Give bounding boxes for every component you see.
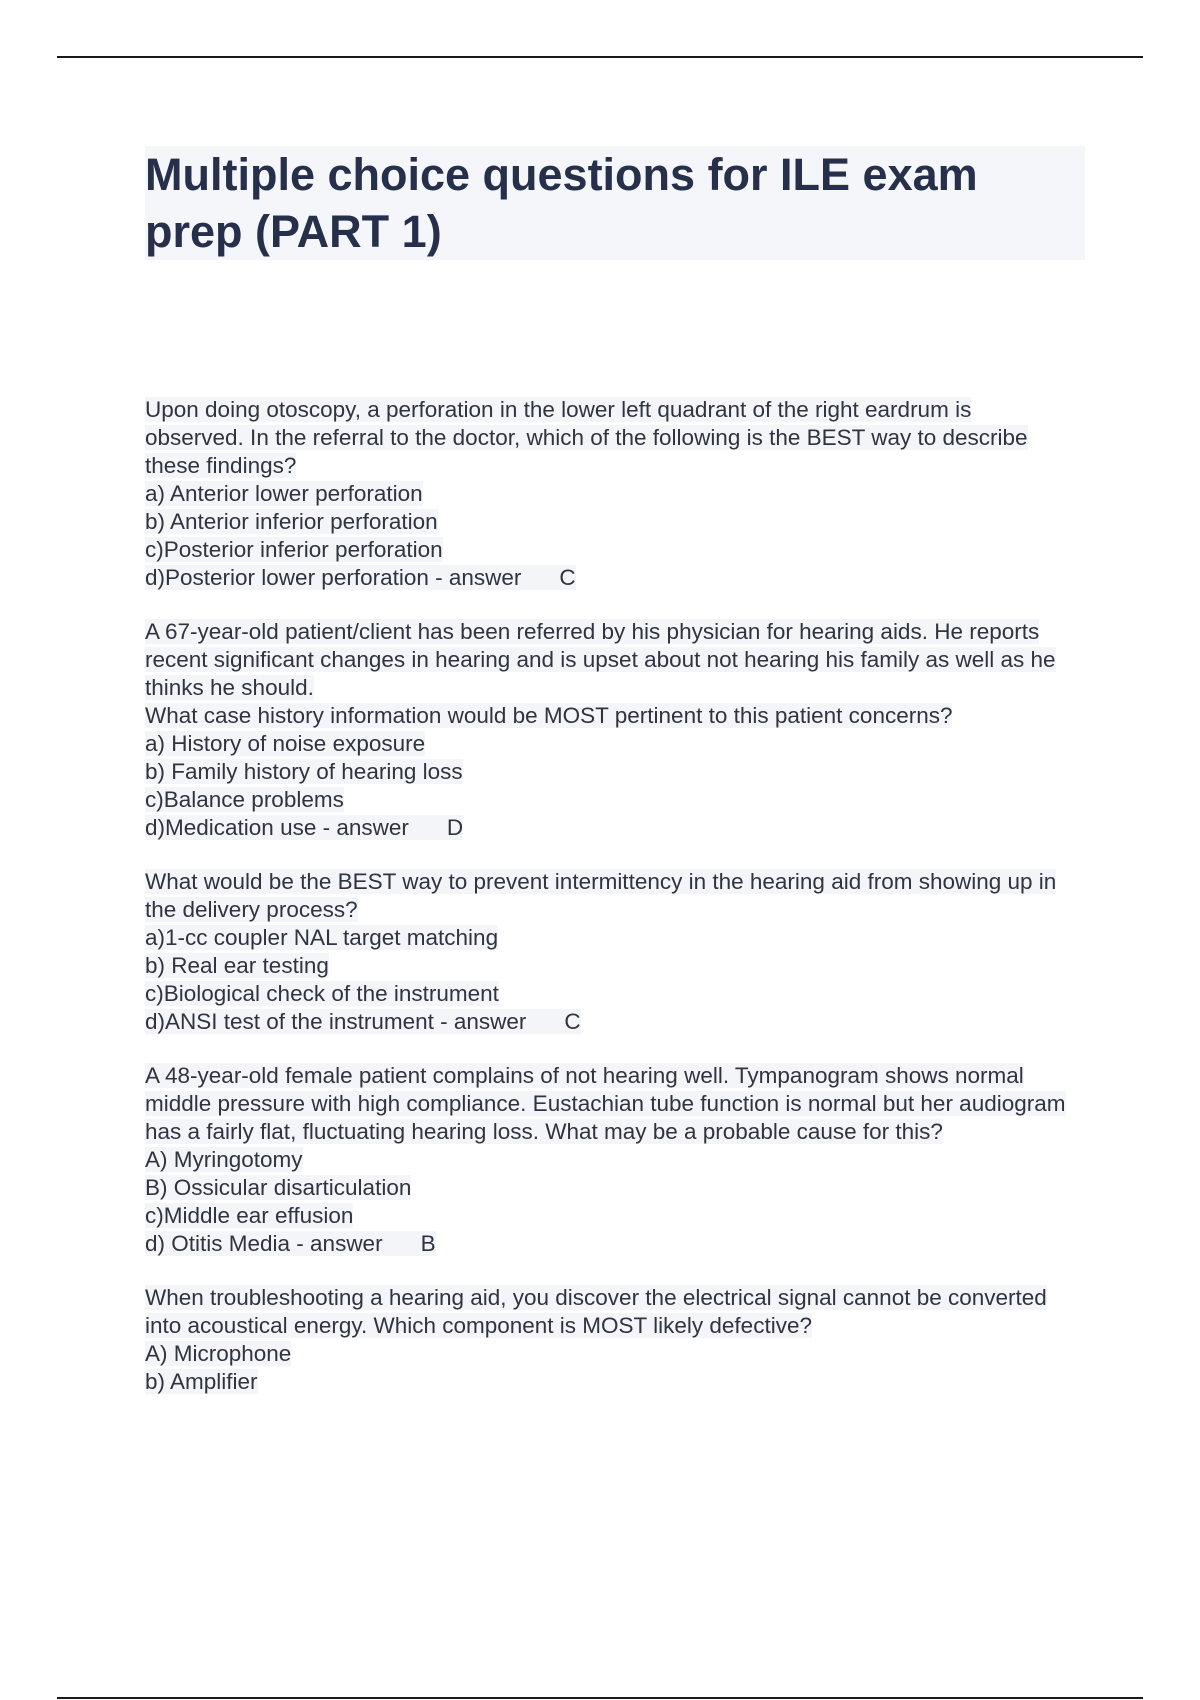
answer-letter: C <box>559 565 576 590</box>
answer-letter: B <box>420 1231 436 1256</box>
option-c: c)Middle ear effusion <box>145 1203 354 1228</box>
question-3 <box>145 868 1075 1036</box>
page-title: Multiple choice questions for ILE exam prep (PART 1) <box>145 146 1085 260</box>
question-4 <box>145 1062 1075 1258</box>
question-text: What would be the BEST way to prevent intermittency in the hearing aid from showing up in the delivery process? <box>145 869 1057 922</box>
option-d: d)Medication use - answer <box>145 815 409 840</box>
option-d: d)Posterior lower perforation - answer <box>145 565 522 590</box>
option-a: a)1-cc coupler NAL target matching <box>145 925 499 950</box>
option-d: d) Otitis Media - answer <box>145 1231 383 1256</box>
answer-letter: D <box>446 815 464 840</box>
question-text: A 67-year-old patient/client has been referred by his physician for hearing aids. He reports recent significant changes in hearing and is upset about not hearing his family as well as he thinks he should. <box>145 619 1056 700</box>
question-text-continued: What case history information would be MOST pertinent to this patient concerns? <box>145 703 953 728</box>
question-text: A 48-year-old female patient complains of not hearing well. Tympanogram shows normal middle pressure with high compliance. Eustachian tube function is normal but her audiogram has a fairly flat, fluctuating hearing loss. What may be a probable cause for this? <box>145 1063 1066 1144</box>
bottom-rule <box>57 1697 1143 1699</box>
option-c: c)Balance problems <box>145 787 344 812</box>
option-b: B) Ossicular disarticulation <box>145 1175 412 1200</box>
option-d: d)ANSI test of the instrument - answer <box>145 1009 527 1034</box>
option-a: a) Anterior lower perforation <box>145 481 423 506</box>
question-1 <box>145 396 1075 592</box>
question-text: Upon doing otoscopy, a perforation in the lower left quadrant of the right eardrum is observed. In the referral to the doctor, which of the following is the BEST way to describe these findings? <box>145 397 1028 478</box>
option-b: b) Real ear testing <box>145 953 329 978</box>
option-a: A) Microphone <box>145 1341 292 1366</box>
option-a: A) Myringotomy <box>145 1147 303 1172</box>
option-a: a) History of noise exposure <box>145 731 426 756</box>
option-b: b) Anterior inferior perforation <box>145 509 438 534</box>
option-c: c)Posterior inferior perforation <box>145 537 443 562</box>
questions-list <box>145 396 1075 1422</box>
question-5 <box>145 1284 1075 1396</box>
option-b: b) Family history of hearing loss <box>145 759 463 784</box>
question-text: When troubleshooting a hearing aid, you discover the electrical signal cannot be converted into acoustical energy. Which component is MOST likely defective? <box>145 1285 1047 1338</box>
answer-letter: C <box>564 1009 581 1034</box>
top-rule <box>57 56 1143 58</box>
option-c: c)Biological check of the instrument <box>145 981 499 1006</box>
question-2 <box>145 618 1075 842</box>
option-b: b) Amplifier <box>145 1369 258 1394</box>
